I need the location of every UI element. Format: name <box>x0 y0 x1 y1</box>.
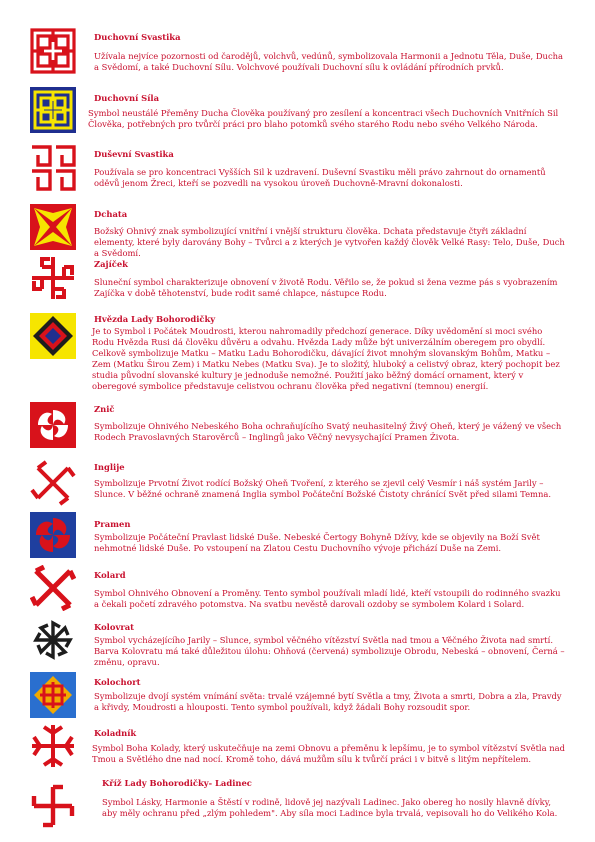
symbol-description: Symbol Boha Kolady, který uskutečňuje na zemi Obnovu a přeměnu k lepšímu, je to symbol vítězství Světla nad Tmou a Světlého dne nad nocí. Kromě toho, dává mužům sílu k tvůrčí práci i v bitvě s litým nepřítelem. <box>92 743 566 764</box>
symbol-title: Duchovní Svastika <box>94 32 181 42</box>
symbol-description: Symbolizuje dvojí systém vnímání světa: trvalé vzájemné bytí Světla a tmy, Života a smrti, Dobra a zla, Pravdy a křivdy, Moudrosti a hlouposti. Tento symbol používali, když žádali Bohy rozsoudit spor. <box>94 691 562 712</box>
symbol-title: Koladník <box>94 728 137 738</box>
symbol-description: Je to Symbol i Počátek Moudrosti, kterou nahromadily předchozí generace. Díky uvědomění si moci svého Rodu Hvězda Rusi dá člověku důvěru a odvahu. Hvězda Lady může být univerzálním oberegem pro obydlí. Celkově symbolizuje Matku – Matku Ladu Bohorodičku, dávající život mnohým slovanským Bohům, Matku – Zem (Matku Širou Zem) i Matku Nebes (Matku Sva). Je to složitý, hluboký a celistvý obraz, který pochopit bez studia původní slovanské kultury je jednoduše nemožné. Použití jako běžný domácí ornament, který v oberegové symbolice představuje celistvou ochranu člověka před negativní (temnou) energií. <box>92 326 560 391</box>
symbol-description: Symbol Lásky, Harmonie a Štěstí v rodině, lidově jej nazývali Ladinec. Jako obereg ho nosily hlavně dívky, aby měly ochranu před „zlým pohledem". Aby síla moci Ladince byla trvalá, vepisovali ho do Velikého Kola. <box>102 797 558 818</box>
symbol-title: Kolochort <box>94 677 141 687</box>
hvezda-lady-icon <box>30 313 76 359</box>
symbol-title: Kříž Lady Bohorodičky- Ladinec <box>102 778 252 788</box>
symbol-description: Symbolizuje Počáteční Pravlast lidské Duše. Nebeské Čertogy Bohyně Džívy, kde se objevily na Boží Svět nehmotné lidské Duše. Po vstoupení na Zlatou Cestu Duchovního vývoje přichází Duše na Zemi. <box>94 532 540 553</box>
dchata-icon <box>30 204 76 250</box>
pramen-icon <box>30 512 76 558</box>
symbol-description: Symbol neustálé Přeměny Ducha Člověka používaný pro zesílení a koncentraci všech Duchovních Vnitřních Sil Člověka, potřebných pro tvůrčí práci pro blaho potomků svého starého Rodu nebo svého Velkého Národa. <box>88 108 559 129</box>
kolard-icon <box>30 565 76 611</box>
dusevni-svastika-icon <box>30 145 76 191</box>
kolovrat-icon <box>30 617 76 663</box>
symbol-title: Duchovní Síla <box>94 93 160 103</box>
symbol-description: Symbolizuje Ohnivého Nebeského Boha ochraňujícího Svatý neuhasitelný Živý Oheň, který je vážený ve všech Rodech Pravoslavných Starověrců – Inglingů jako Věčný nevysychající Pramen Života. <box>94 421 562 442</box>
duchovni-sila-icon <box>30 87 76 133</box>
inglije-icon <box>30 460 76 506</box>
symbol-description: Symbol vycházejícího Jarily – Slunce, symbol věčného vítězství Světla nad tmou a Věčného Života nad smrtí. Barva Kolovratu má také důležitou úlohu: Ohňová (červená) symbolizuje Obrodu, Nebeská – obnovení, Černá – změnu, opravu. <box>94 635 565 667</box>
symbol-title: Znič <box>94 404 115 414</box>
symbol-title: Kolard <box>94 570 126 580</box>
duchovni-svastika-icon <box>30 28 76 74</box>
ladinec-icon <box>30 783 76 829</box>
symbol-description: Symbolizuje Prvotní Život rodící Božský Oheň Tvoření, z kterého se zjevil celý Vesmír i náš systém Jarily – Slunce. V běžné ochraně znamená Inglia symbol Počáteční Božské Čistoty chránící Svět před silami Temna. <box>94 478 552 499</box>
symbol-title: Duševní Svastika <box>94 149 174 159</box>
symbol-description: Používala se pro koncentraci Vyšších Sil k uzdravení. Duševní Svastiku měli právo zahrnout do ornamentů oděvů jenom Žreci, kteří se pozvedli na vysokou úroveň Duchovně-Mravní dokonalosti. <box>94 167 546 188</box>
symbol-title: Dchata <box>94 209 128 219</box>
kolochort-icon <box>30 672 76 718</box>
symbol-description: Symbol Ohnivého Obnovení a Proměny. Tento symbol používali mladí lidé, kteří vstoupili do rodinného svazku a čekali početí zdravého potomstva. Na svatbu nevěstě darovali ozdoby se symbolem Kolard i Solard. <box>94 588 561 609</box>
symbol-title: Hvězda Lady Bohorodičky <box>94 314 216 324</box>
symbol-title: Pramen <box>94 519 131 529</box>
symbol-description: Užívala nejvíce pozornosti od čarodějů, volchvů, vedúnů, symbolizovala Harmonii a Jednotu Těla, Duše, Ducha a Svědomí, a také Duchovní Sílu. Volchvové používali Duchovní sílu k ovládání přírodních prvků. <box>94 51 564 72</box>
symbol-title: Zajíček <box>94 259 128 269</box>
znic-icon <box>30 402 76 448</box>
zajicek-icon <box>30 255 76 301</box>
symbol-title: Kolovrat <box>94 622 135 632</box>
koladnik-icon <box>30 723 76 769</box>
symbol-description: Božský Ohnivý znak symbolizující vnitřní i vnější strukturu člověka. Dchata představuje čtyři základní elementy, které byly darovány Bohy – Tvůrci a z kterých je vytvořen každý člověk Velké Rasy: Telo, Duše, Duch a Svědomí. <box>94 226 565 258</box>
symbol-title: Inglije <box>94 462 125 472</box>
symbol-description: Sluneční symbol charakterizuje obnovení v životě Rodu. Věřilo se, že pokud si žena vezme pás s vyobrazením Zajíčka v době těhotenství, bude rodit samé chlapce, nástupce Rodu. <box>94 277 558 298</box>
